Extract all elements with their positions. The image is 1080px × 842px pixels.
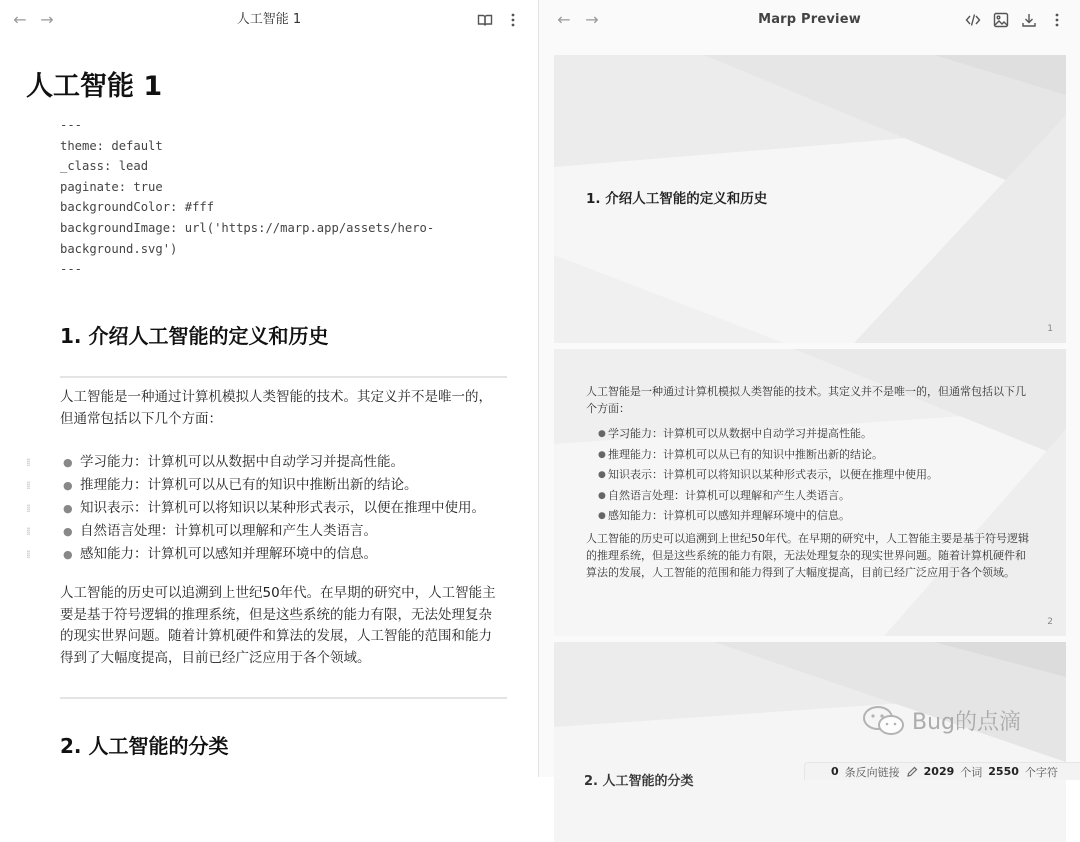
backlinks-label[interactable]: 条反向链接 bbox=[844, 765, 900, 779]
list-item: ● 知识表示：计算机可以将知识以某种形式表示，以便在推理中使用。 bbox=[586, 465, 938, 486]
slide-2-intro: 人工智能是一种通过计算机模拟人类智能的技术。其定义并不是唯一的，但通常包括以下几个方面： bbox=[586, 385, 1026, 415]
back-arrow-icon[interactable]: ← bbox=[13, 10, 27, 29]
bullet-icon: ● bbox=[63, 502, 73, 515]
list-item: ● 学习能力：计算机可以从数据中自动学习并提高性能。 bbox=[586, 424, 938, 445]
char-count: 2550 bbox=[988, 765, 1019, 778]
forward-arrow-icon[interactable]: → bbox=[585, 10, 599, 29]
watermark bbox=[862, 705, 1021, 736]
char-count-label: 个字符 bbox=[1024, 765, 1058, 779]
preview-tab-title: Marp Preview bbox=[758, 12, 861, 27]
more-options-icon[interactable] bbox=[1048, 11, 1066, 29]
list-item[interactable] bbox=[26, 543, 506, 566]
divider bbox=[60, 697, 507, 699]
drag-handle-icon[interactable]: ⁞⁞ bbox=[26, 502, 29, 515]
slide-3-title: 2. 人工智能的分类 bbox=[584, 774, 694, 789]
list-item[interactable] bbox=[26, 474, 506, 497]
slide-3[interactable] bbox=[554, 642, 1066, 842]
more-options-icon[interactable] bbox=[504, 11, 522, 29]
download-icon[interactable] bbox=[1020, 11, 1038, 29]
list-item-text: 推理能力：计算机可以从已有的知识中推断出新的结论。 bbox=[80, 477, 418, 493]
drag-handle-icon[interactable]: ⁞⁞ bbox=[26, 525, 29, 538]
list-item: ● 自然语言处理：计算机可以理解和产生人类语言。 bbox=[586, 486, 938, 507]
bullet-icon: ● bbox=[598, 470, 606, 480]
editor-tab-title: 人工智能 1 bbox=[236, 12, 302, 27]
list-item[interactable] bbox=[26, 497, 506, 520]
bullet-icon: ● bbox=[63, 525, 73, 538]
section-1-heading[interactable]: 1. 介绍人工智能的定义和历史 bbox=[60, 324, 329, 348]
bullet-icon: ● bbox=[598, 449, 606, 460]
drag-handle-icon[interactable]: ⁞⁞ bbox=[26, 456, 29, 469]
drag-handle-icon[interactable]: ⁞⁞ bbox=[26, 548, 29, 561]
preview-toolbar bbox=[539, 0, 1080, 40]
backlinks-count: 0 bbox=[831, 765, 839, 778]
slide-1[interactable] bbox=[554, 55, 1066, 343]
list-item[interactable] bbox=[26, 451, 506, 474]
list-item-text: 知识表示：计算机可以将知识以某种形式表示，以便在推理中使用。 bbox=[80, 500, 485, 516]
section-2-heading[interactable]: 2. 人工智能的分类 bbox=[60, 734, 229, 758]
back-arrow-icon[interactable]: ← bbox=[557, 10, 571, 29]
history-paragraph[interactable]: 人工智能的历史可以追溯到上世纪50年代。在早期的研究中，人工智能主要是基于符号逻辑的推理系统，但是这些系统的能力有限，无法处理复杂的现实世界问题。随着计算机硬件和算法的发展，人工智能的范围和能力得到了大幅度提高，目前已经广泛应用于各个领域。 bbox=[60, 585, 496, 666]
bullet-icon: ● bbox=[598, 429, 606, 439]
list-item-text: 自然语言处理：计算机可以理解和产生人类语言。 bbox=[80, 523, 377, 539]
status-bar bbox=[804, 762, 1080, 780]
word-count-label: 个词 bbox=[960, 765, 983, 779]
feature-list bbox=[26, 451, 506, 566]
slide-page-number: 1 bbox=[1047, 324, 1053, 334]
frontmatter-block[interactable]: --- theme: default _class: lead paginate: true backgroundColor: #fff backgroundImage: url('https://marp.app/assets/hero- background.svg') --- bbox=[60, 118, 435, 277]
slide-1-title: 1. 介绍人工智能的定义和历史 bbox=[586, 191, 768, 207]
divider bbox=[60, 376, 507, 378]
list-item: ● 推理能力：计算机可以从已有的知识中推断出新的结论。 bbox=[586, 445, 938, 466]
bullet-icon: ● bbox=[63, 479, 73, 492]
pencil-icon[interactable] bbox=[906, 766, 918, 778]
bullet-icon: ● bbox=[598, 490, 606, 501]
preview-pane bbox=[539, 0, 1080, 789]
reading-view-icon[interactable] bbox=[476, 11, 494, 29]
editor-toolbar bbox=[0, 0, 538, 40]
slide-2[interactable] bbox=[554, 349, 1066, 636]
list-item[interactable] bbox=[26, 520, 506, 543]
document-title[interactable]: 人工智能 1 bbox=[26, 71, 163, 102]
bullet-icon: ● bbox=[598, 511, 606, 521]
watermark-text: Bug的点滴 bbox=[912, 710, 1022, 735]
bullet-icon: ● bbox=[63, 548, 73, 561]
image-export-icon[interactable] bbox=[992, 11, 1010, 29]
bullet-icon: ● bbox=[63, 456, 73, 469]
forward-arrow-icon[interactable]: → bbox=[40, 10, 54, 29]
code-view-icon[interactable] bbox=[964, 11, 982, 29]
slide-page-number: 2 bbox=[1047, 617, 1053, 627]
slide-2-list bbox=[586, 424, 938, 527]
word-count: 2029 bbox=[923, 765, 955, 778]
list-item-text: 感知能力：计算机可以感知并理解环境中的信息。 bbox=[80, 546, 377, 562]
slide-2-history: 人工智能的历史可以追溯到上世纪50年代。在早期的研究中，人工智能主要是基于符号逻辑的推理系统，但是这些系统的能力有限，无法处理复杂的现实世界问题。随着计算机硬件和算法的发展，人工智能的范围和能力得到了大幅度提高，目前已经广泛应用于各个领域。 bbox=[586, 532, 1029, 579]
intro-paragraph[interactable]: 人工智能是一种通过计算机模拟人类智能的技术。其定义并不是唯一的，但通常包括以下几个方面： bbox=[60, 389, 492, 427]
list-item-text: 学习能力：计算机可以从数据中自动学习并提高性能。 bbox=[80, 454, 404, 470]
slide-background bbox=[554, 642, 1066, 842]
editor-pane bbox=[0, 0, 538, 777]
wechat-icon bbox=[862, 706, 906, 736]
drag-handle-icon[interactable]: ⁞⁞ bbox=[26, 479, 29, 492]
list-item: ● 感知能力：计算机可以感知并理解环境中的信息。 bbox=[586, 506, 938, 527]
